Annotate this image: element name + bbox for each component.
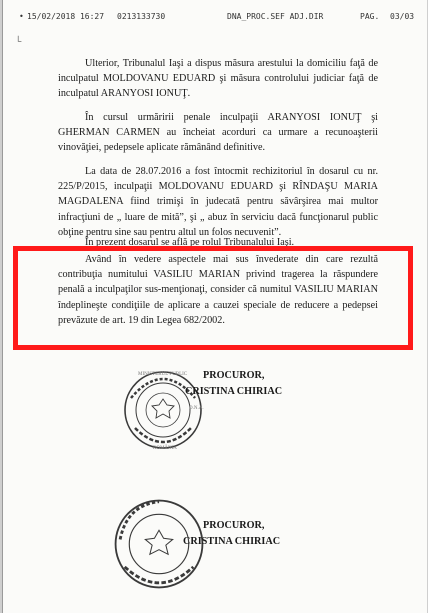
paragraph-conclusion: Având în vedere aspectele mai sus învederate din care rezultă contribuţia numitului VASILIU MARIAN privind tragerea la răspundere penală a inculpaţilor sus-menţionaţi, consider că numitul VASILIU MARIAN îndeplineşte condiţiile de aplicare a cauzei speciale de reducere a pedepsei prevăzute de art. 19 din Legea 682/2002. — [58, 254, 378, 326]
fax-phone: 0213133730 — [117, 12, 166, 21]
fax-datetime: 15/02/2018 16:27 — [27, 12, 105, 21]
stamp-ring-side: D.N.A. — [189, 406, 204, 411]
highlight-box — [13, 246, 413, 350]
margin-mark: └ — [15, 36, 22, 46]
stamp-ring-bottom: ROMÂNIA — [153, 446, 177, 451]
fax-header — [3, 12, 427, 24]
stamp-ring-top: MINISTERUL PUBLIC — [138, 372, 188, 377]
signature-role-bottom: PROCUROR, — [203, 520, 265, 531]
paragraph-current-status: În prezent dosarul se află pe rolul Tribunalului Iaşi. — [85, 237, 295, 248]
fax-marker: • — [19, 12, 24, 21]
document-page — [2, 0, 427, 613]
paragraph-arrest: Ulterior, Tribunalul Iaşi a dispus măsura arestului la domiciliu faţă de inculpatul MOLDOVANU EDUARD şi măsura controlului judiciar faţă de inculpatul ARANYOSI IONUŢ. — [58, 58, 378, 100]
signature-name-top: CRISTINA CHIRIAC — [185, 386, 283, 397]
paragraph-indictment: La data de 28.07.2016 a fost întocmit rechizitoriul în dosarul cu nr. 225/P/2015, inculpaţii MOLDOVANU EDUARD şi RÎNDAŞU MARIA MAGDALENA fiind trimişi în judecată pentru săvârşirea mai multor infracţiuni de „ luare de mită”, şi „ abuz în serviciu dacă funcţionarul public obţine pentru sine sau pentru altul un folos necuvenit”. — [58, 166, 378, 238]
signature-role-top: PROCUROR, — [203, 370, 265, 381]
paragraph-agreements: În cursul urmăririi penale inculpaţii ARANYOSI IONUŢ şi GHERMAN CARMEN au încheiat acorduri ca urmare a recunoaşterii vinovăţiei, pedepsele aplicate rămânând definitive. — [58, 112, 378, 154]
signature-name-bottom: CRISTINA CHIRIAC — [183, 536, 281, 547]
fax-page-label: PAG. — [360, 12, 380, 21]
fax-sender: DNA_PROC.SEF ADJ.DIR — [227, 12, 324, 21]
fax-page-value: 03/03 — [390, 12, 415, 21]
